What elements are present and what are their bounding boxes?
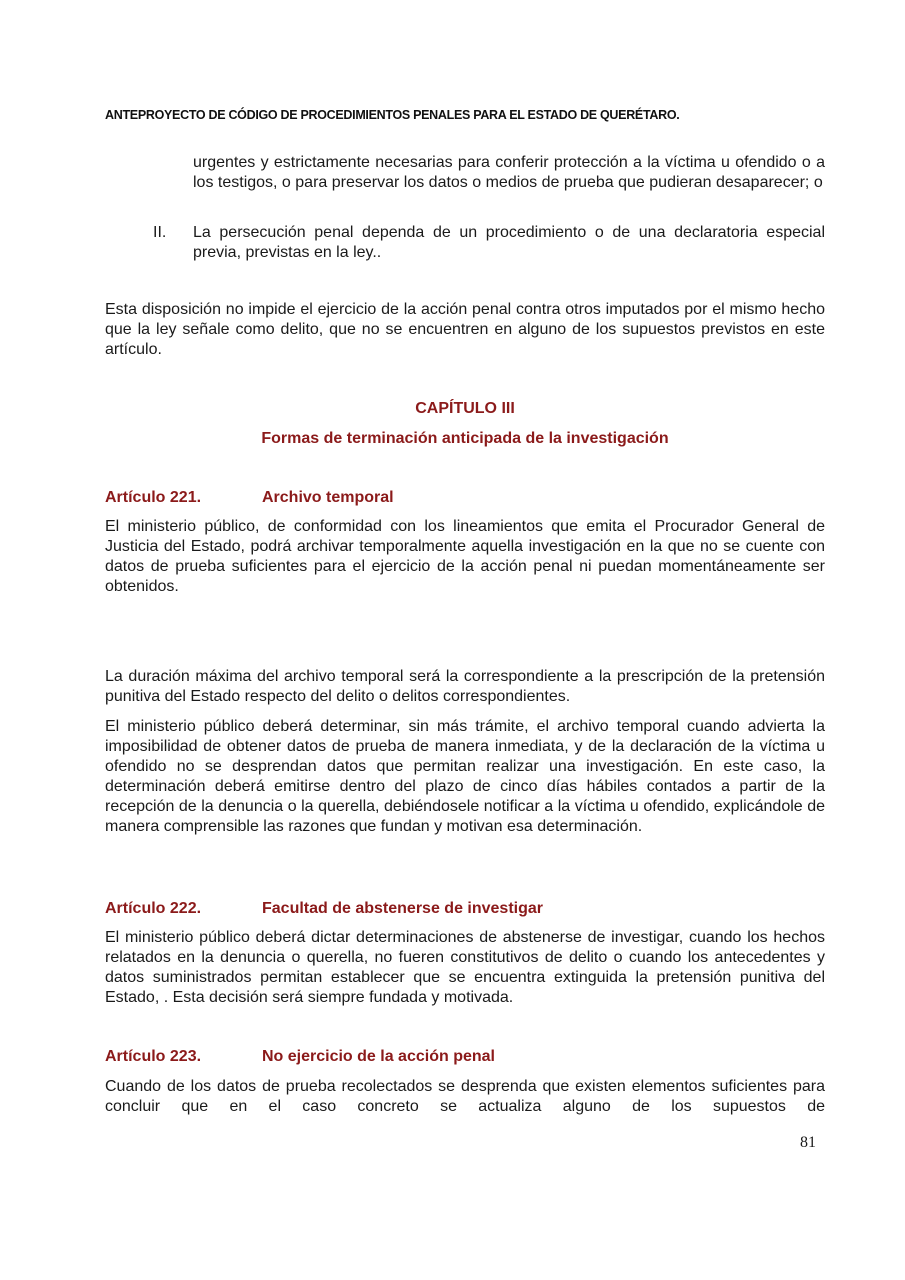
- article-number: Artículo 221.: [105, 489, 202, 506]
- article-223-heading: [105, 1047, 495, 1067]
- article-title: Facultad de abstenerse de investigar: [262, 900, 543, 917]
- article-221-heading: [105, 488, 394, 508]
- paragraph: El ministerio público deberá dictar determinaciones de abstenerse de investigar, cuando los hechos relatados en la denuncia o querella, no fueren constitutivos de delito o cuando los antecedentes y datos suministrados permitan establecer que se encuentra extinguida la pretensión punitiva del Estado, . Esta decisión será siempre fundada y motivada.: [105, 929, 825, 1006]
- paragraph: El ministerio público, de conformidad con los lineamientos que emita el Procurador General de Justicia del Estado, podrá archivar temporalmente aquella investigación en la que no se cuente con datos de prueba suficientes para el ejercicio de la acción penal ni puedan momentáneamente ser obtenidos.: [105, 518, 825, 595]
- article-title: No ejercicio de la acción penal: [262, 1048, 495, 1065]
- chapter-title: Formas de terminación anticipada de la investigación: [261, 430, 669, 447]
- list-item-text: La persecución penal dependa de un procedimiento o de una declaratoria especial previa, previstas en la ley..: [193, 224, 825, 261]
- article-title: Archivo temporal: [262, 489, 394, 506]
- article-222-heading: [105, 899, 543, 919]
- list-item-number: II.: [153, 224, 167, 241]
- paragraph: La duración máxima del archivo temporal será la correspondiente a la prescripción de la pretensión punitiva del Estado respecto del delito o delitos correspondientes.: [105, 668, 825, 705]
- article-number: Artículo 222.: [105, 900, 202, 917]
- article-number: Artículo 223.: [105, 1048, 202, 1065]
- paragraph: Cuando de los datos de prueba recolectados se desprenda que existen elementos suficientes para concluir que en el caso concreto se actualiza alguno de los supuestos de: [105, 1078, 825, 1115]
- chapter-label: CAPÍTULO III: [415, 400, 515, 417]
- paragraph: El ministerio público deberá determinar, sin más trámite, el archivo temporal cuando advierta la imposibilidad de obtener datos de prueba de manera inmediata, y de la declaración de la víctima u ofendido no se desprendan datos que permitan realizar una investigación. En este caso, la determinación deberá emitirse dentro del plazo de cinco días hábiles contados a partir de la recepción de la denuncia o la querella, debiéndosele notificar a la víctima u ofendido, explicándole de manera comprensible las razones que fundan y motivan esa determinación.: [105, 718, 825, 835]
- list-item-continuation: urgentes y estrictamente necesarias para conferir protección a la víctima u ofendido o a los testigos, o para preservar los datos o medios de prueba que pudieran desaparecer; o: [193, 154, 825, 191]
- page-number: 81: [800, 1134, 816, 1151]
- document-header: ANTEPROYECTO DE CÓDIGO DE PROCEDIMIENTOS PENALES PARA EL ESTADO DE QUERÉTARO.: [105, 108, 680, 122]
- paragraph: Esta disposición no impide el ejercicio de la acción penal contra otros imputados por el mismo hecho que la ley señale como delito, que no se encuentren en alguno de los supuestos previstos en este artículo.: [105, 301, 825, 358]
